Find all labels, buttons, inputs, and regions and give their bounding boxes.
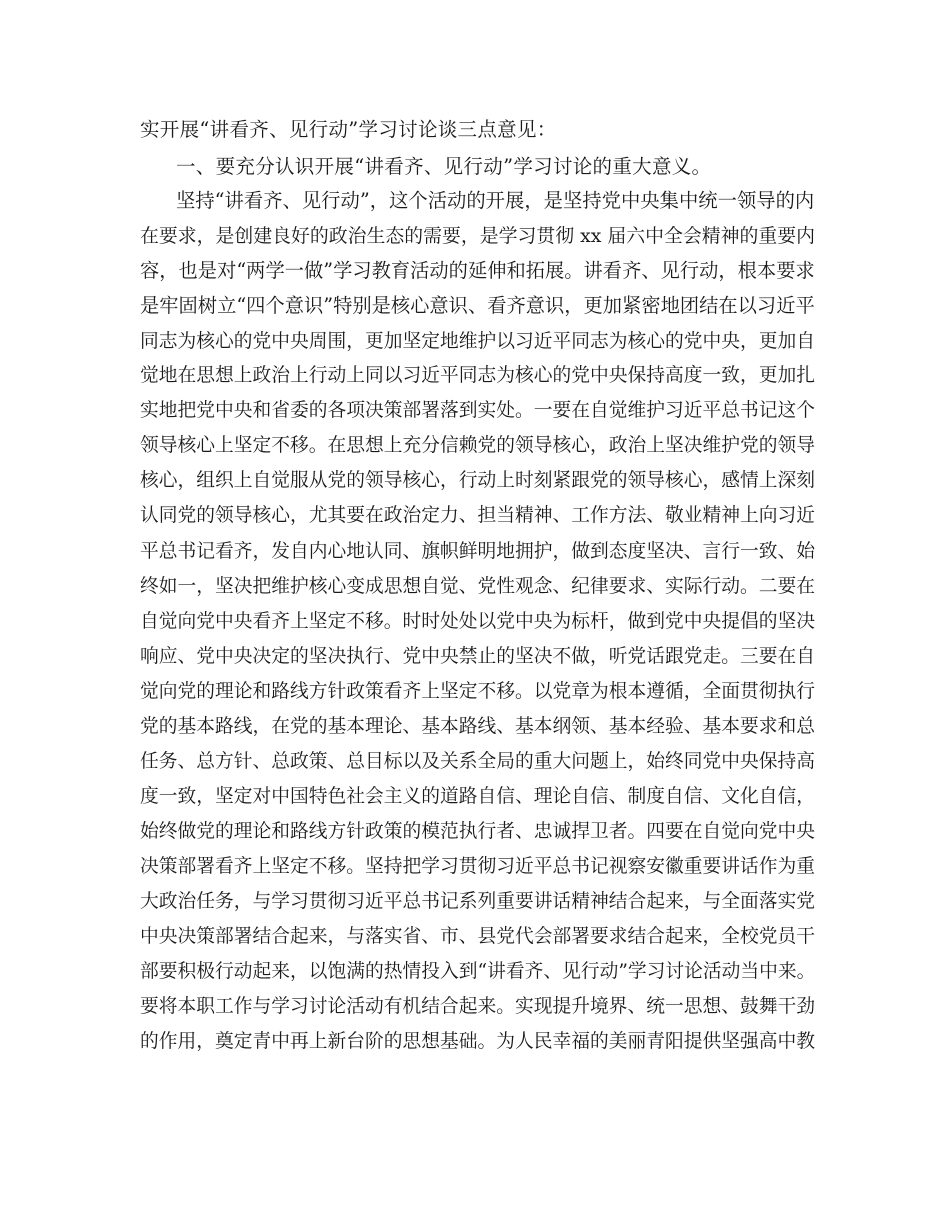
text-line: 是牢固树立“四个意识”特别是核心意识、看齐意识，更加紧密地团结在以习近平 — [140, 294, 815, 317]
text-line: 认同党的领导核心，尤其要在政治定力、担当精神、工作方法、敬业精神上向习近 — [140, 505, 815, 526]
text-line: 大政治任务，与学习贯彻习近平总书记系列重要讲话精神结合起来，与全面落实党 — [140, 891, 815, 912]
text-line: 领导核心上坚定不移。在思想上充分信赖党的领导核心，政治上坚决维护党的领导 — [140, 435, 815, 456]
text-line: 党的基本路线，在党的基本理论、基本路线、基本纲领、基本经验、基本要求和总 — [140, 716, 815, 737]
text-line: 决策部署看齐上坚定不移。坚持把学习贯彻习近平总书记视察安徽重要讲话作为重 — [140, 856, 815, 877]
text-line: 觉地在思想上政治上行动上同以习近平同志为核心的党中央保持高度一致，更加扎 — [140, 365, 815, 386]
text-line: 在要求，是创建良好的政治生态的需要，是学习贯彻 xx 届六中全会精神的重要内 — [140, 225, 816, 247]
section-heading: 一、要充分认识开展“讲看齐、见行动”学习讨论的重大意义。 — [176, 155, 712, 178]
text-line: 坚持“讲看齐、见行动”，这个活动的开展，是坚持党中央集中统一领导的内 — [176, 189, 815, 212]
text-line: 中央决策部署结合起来，与落实省、市、县党代会部署要求结合起来，全校党员干 — [140, 926, 815, 947]
text-line: 实地把党中央和省委的各项决策部署落到实处。一要在自觉维护习近平总书记这个 — [140, 400, 815, 421]
text-line: 的作用，奠定青中再上新台阶的思想基础。为人民幸福的美丽青阳提供坚强高中教 — [140, 1031, 815, 1052]
text-line: 同志为核心的党中央周围，更加坚定地维护以习近平同志为核心的党中央，更加自 — [140, 331, 815, 352]
text-line: 要将本职工作与学习讨论活动有机结合起来。实现提升境界、统一思想、鼓舞干劲 — [140, 996, 815, 1017]
text-line: 觉向党的理论和路线方针政策看齐上坚定不移。以党章为根本遵循，全面贯彻执行 — [140, 681, 815, 702]
text-line: 终如一，坚决把维护核心变成思想自觉、党性观念、纪律要求、实际行动。二要在 — [140, 576, 815, 597]
text-line: 平总书记看齐，发自内心地认同、旗帜鲜明地拥护，做到态度坚决、言行一致、始 — [140, 541, 815, 562]
text-line: 任务、总方针、总政策、总目标以及关系全局的重大问题上，始终同党中央保持高 — [140, 751, 815, 772]
text-line: 容，也是对“两学一做”学习教育活动的延伸和拓展。讲看齐、见行动，根本要求 — [140, 259, 815, 282]
text-line: 始终做党的理论和路线方针政策的模范执行者、忠诚捍卫者。四要在自觉向党中央 — [140, 821, 815, 842]
text-line: 实开展“讲看齐、见行动”学习讨论谈三点意见： — [140, 118, 557, 141]
text-line: 度一致，坚定对中国特色社会主义的道路自信、理论自信、制度自信、文化自信， — [140, 786, 815, 807]
text-line: 自觉向党中央看齐上坚定不移。时时处处以党中央为标杆，做到党中央提倡的坚决 — [140, 611, 815, 632]
text-line: 核心，组织上自觉服从党的领导核心，行动上时刻紧跟党的领导核心，感情上深刻 — [140, 470, 815, 491]
text-line: 部要积极行动起来，以饱满的热情投入到“讲看齐、见行动”学习讨论活动当中来。 — [140, 961, 816, 982]
text-line: 响应、党中央决定的坚决执行、党中央禁止的坚决不做，听党话跟党走。三要在自 — [140, 646, 815, 667]
